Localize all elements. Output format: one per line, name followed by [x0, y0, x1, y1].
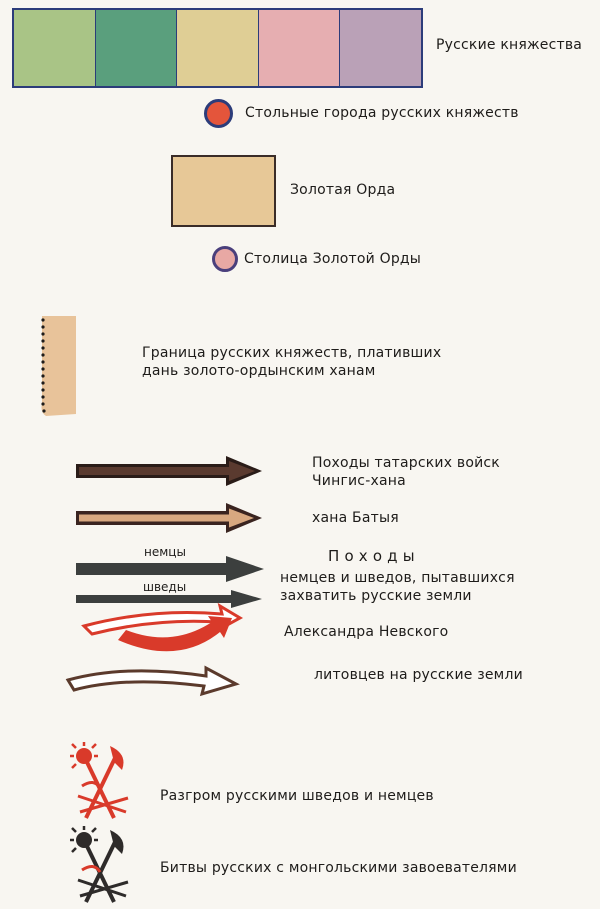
genghis-campaign-label-line2: Чингис-хана: [312, 473, 406, 489]
germans-swedes-label-line2: захватить русские земли: [280, 588, 472, 604]
horde-capital-label: Столица Золотой Орды: [244, 251, 422, 267]
battle-crossed-weapons-icon: [70, 826, 132, 906]
alexander-nevsky-campaign-arrows-icon: [82, 604, 242, 662]
principality-swatch-teal: [96, 10, 178, 86]
germans-swedes-heading: П о х о д ы: [328, 547, 415, 565]
swedes-arrow-tag: шведы: [143, 580, 187, 594]
principality-swatch-yellow: [177, 10, 259, 86]
genghis-campaign-label-line1: Походы татарских войск: [312, 455, 500, 471]
germans-arrow-tag: немцы: [144, 545, 186, 559]
battles-label: Битвы русских с монгольскими завоевателями: [160, 860, 517, 876]
tribute-border-symbol: [36, 314, 78, 418]
horde-label: Золотая Орда: [290, 182, 396, 198]
principalities-label: Русские княжества: [436, 37, 583, 53]
batu-campaign-label: хана Батыя: [312, 510, 399, 526]
germans-swedes-label-line1: немцев и шведов, пытавшихся: [280, 570, 515, 586]
principality-swatch-mauve: [340, 10, 421, 86]
victory-label: Разгром русскими шведов и немцев: [160, 788, 434, 804]
lithuanian-campaign-arrow-icon: [66, 664, 240, 696]
batu-khan-campaign-arrow-icon: [76, 502, 266, 536]
victory-crossed-weapons-icon: [70, 742, 132, 822]
principality-swatch-green: [14, 10, 96, 86]
golden-horde-swatch: [171, 155, 276, 227]
principality-swatch-pink: [259, 10, 341, 86]
lithuanians-label: литовцев на русские земли: [314, 667, 523, 683]
capital-city-marker-icon: [204, 99, 233, 128]
tribute-border-label-line1: Граница русских княжеств, плативших: [142, 345, 442, 361]
principality-swatches: [12, 8, 423, 88]
genghis-khan-campaign-arrow-icon: [76, 455, 266, 489]
nevsky-label: Александра Невского: [284, 624, 449, 640]
capitals-label: Стольные города русских княжеств: [245, 105, 519, 121]
horde-capital-marker-icon: [212, 246, 238, 272]
tribute-border-label-line2: дань золото-ордынским ханам: [142, 363, 376, 379]
